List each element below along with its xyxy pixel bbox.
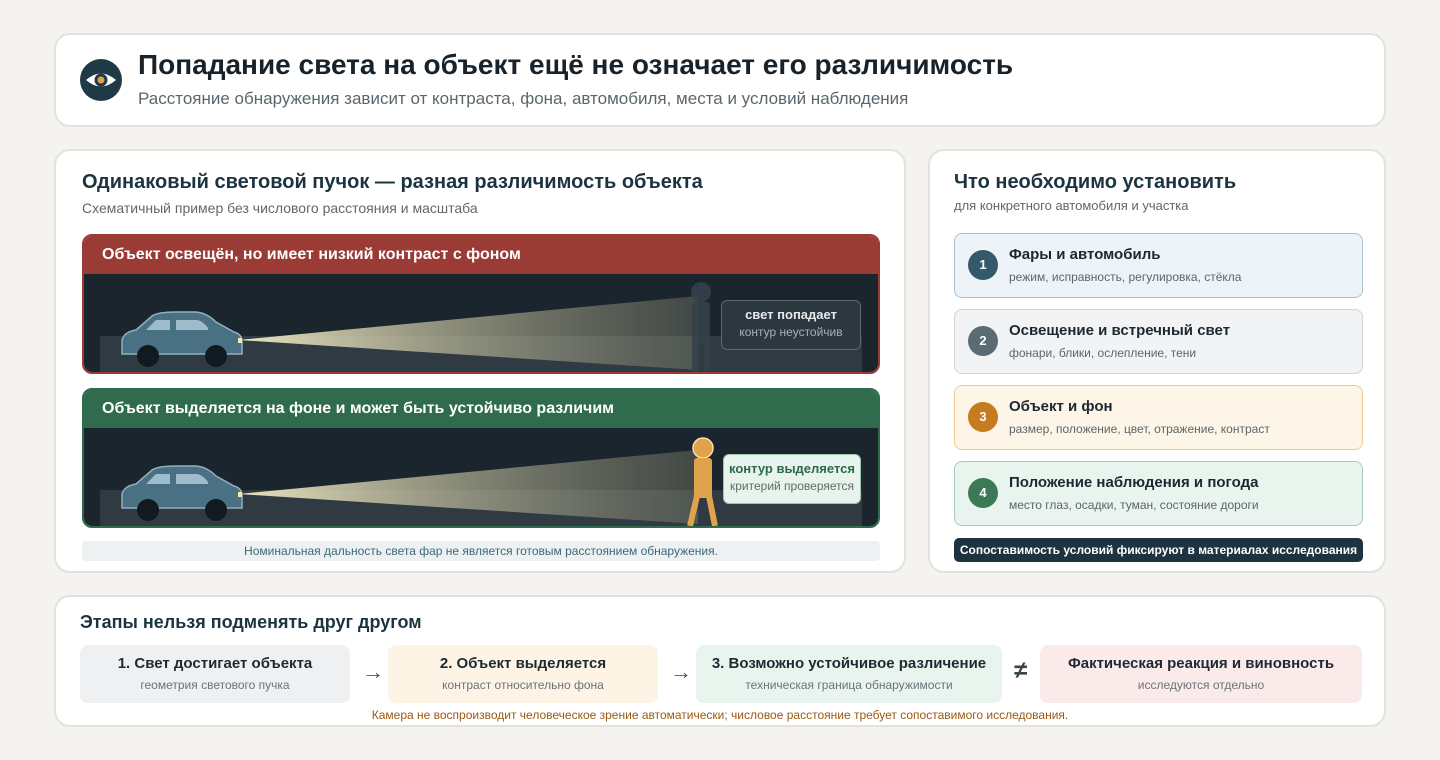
stage-title: 1. Свет достигает объекта [117, 655, 313, 672]
checklist-item-lighting [954, 309, 1363, 374]
item-text: место глаз, осадки, туман, состояние дороги [1009, 498, 1259, 512]
stage-title: 2. Объект выделяется [439, 655, 607, 672]
comparability-note: Сопоставимость условий фиксируют в материалах исследования [954, 538, 1363, 562]
not-equal-icon: ≠ [1014, 657, 1028, 684]
stage-text: контраст относительно фона [442, 678, 604, 692]
number-badge: 4 [968, 478, 998, 508]
scene-illustration [84, 274, 878, 372]
number-badge: 2 [968, 326, 998, 356]
stage-object-stands-out [388, 645, 658, 703]
page-subtitle: Расстояние обнаружения зависит от контраста, фона, автомобиля, места и условий наблюдения [138, 89, 909, 108]
panel-title: Одинаковый световой пучок — разная различимость объекта [82, 171, 703, 193]
nominal-range-note: Номинальная дальность света фар не является готовым расстоянием обнаружения. [82, 541, 880, 561]
panel-title: Что необходимо установить [954, 171, 1237, 193]
item-title: Положение наблюдения и погода [1009, 474, 1259, 491]
stage-title: Фактическая реакция и виновность [1067, 655, 1335, 672]
stages-panel [54, 595, 1386, 727]
stage-light-reaches [80, 645, 350, 703]
contour-visible-callout: контур выделяется критерий проверяется [723, 454, 861, 504]
stage-text: исследуются отдельно [1137, 678, 1265, 692]
stage-title: 3. Возможно устойчивое различение [711, 655, 987, 672]
item-title: Освещение и встречный свет [1009, 322, 1231, 339]
stage-text: геометрия светового пучка [140, 678, 290, 692]
eye-icon [80, 59, 122, 101]
arrow-right-icon: → [362, 659, 384, 684]
scene-banner: Объект освещён, но имеет низкий контраст с фоном [84, 236, 878, 274]
checklist-item-object [954, 385, 1363, 450]
light-hits-callout: свет попадает контур неустойчив [721, 300, 861, 350]
camera-note: Камера не воспроизводит человеческое зрение автоматически; числовое расстояние требует сопоставимого исследования. [371, 708, 1069, 722]
header-card [54, 33, 1386, 127]
item-title: Фары и автомобиль [1009, 246, 1161, 263]
stage-text: техническая граница обнаружимости [745, 678, 953, 692]
stage-actual-reaction [1040, 645, 1362, 703]
low-contrast-scene [82, 234, 880, 374]
scene-banner: Объект выделяется на фоне и может быть устойчиво различим [84, 390, 878, 428]
item-title: Объект и фон [1009, 398, 1113, 415]
panel-title: Этапы нельзя подменять друг другом [80, 612, 422, 632]
high-contrast-scene [82, 388, 880, 528]
number-badge: 3 [968, 402, 998, 432]
checklist-item-observation [954, 461, 1363, 526]
beam-comparison-panel [54, 149, 906, 573]
panel-subtitle: для конкретного автомобиля и участка [954, 198, 1189, 213]
item-text: режим, исправность, регулировка, стёкла [1009, 270, 1242, 284]
scene-illustration [84, 428, 878, 526]
page-title: Попадание света на объект ещё не означает его различимость [138, 49, 1014, 80]
arrow-right-icon: → [670, 659, 692, 684]
item-text: размер, положение, цвет, отражение, контраст [1009, 422, 1270, 436]
item-text: фонари, блики, ослепление, тени [1009, 346, 1197, 360]
panel-subtitle: Схематичный пример без числового расстояния и масштаба [82, 200, 478, 216]
checklist-item-headlights [954, 233, 1363, 298]
stage-stable-discrimination [696, 645, 1002, 703]
number-badge: 1 [968, 250, 998, 280]
checklist-panel [928, 149, 1386, 573]
